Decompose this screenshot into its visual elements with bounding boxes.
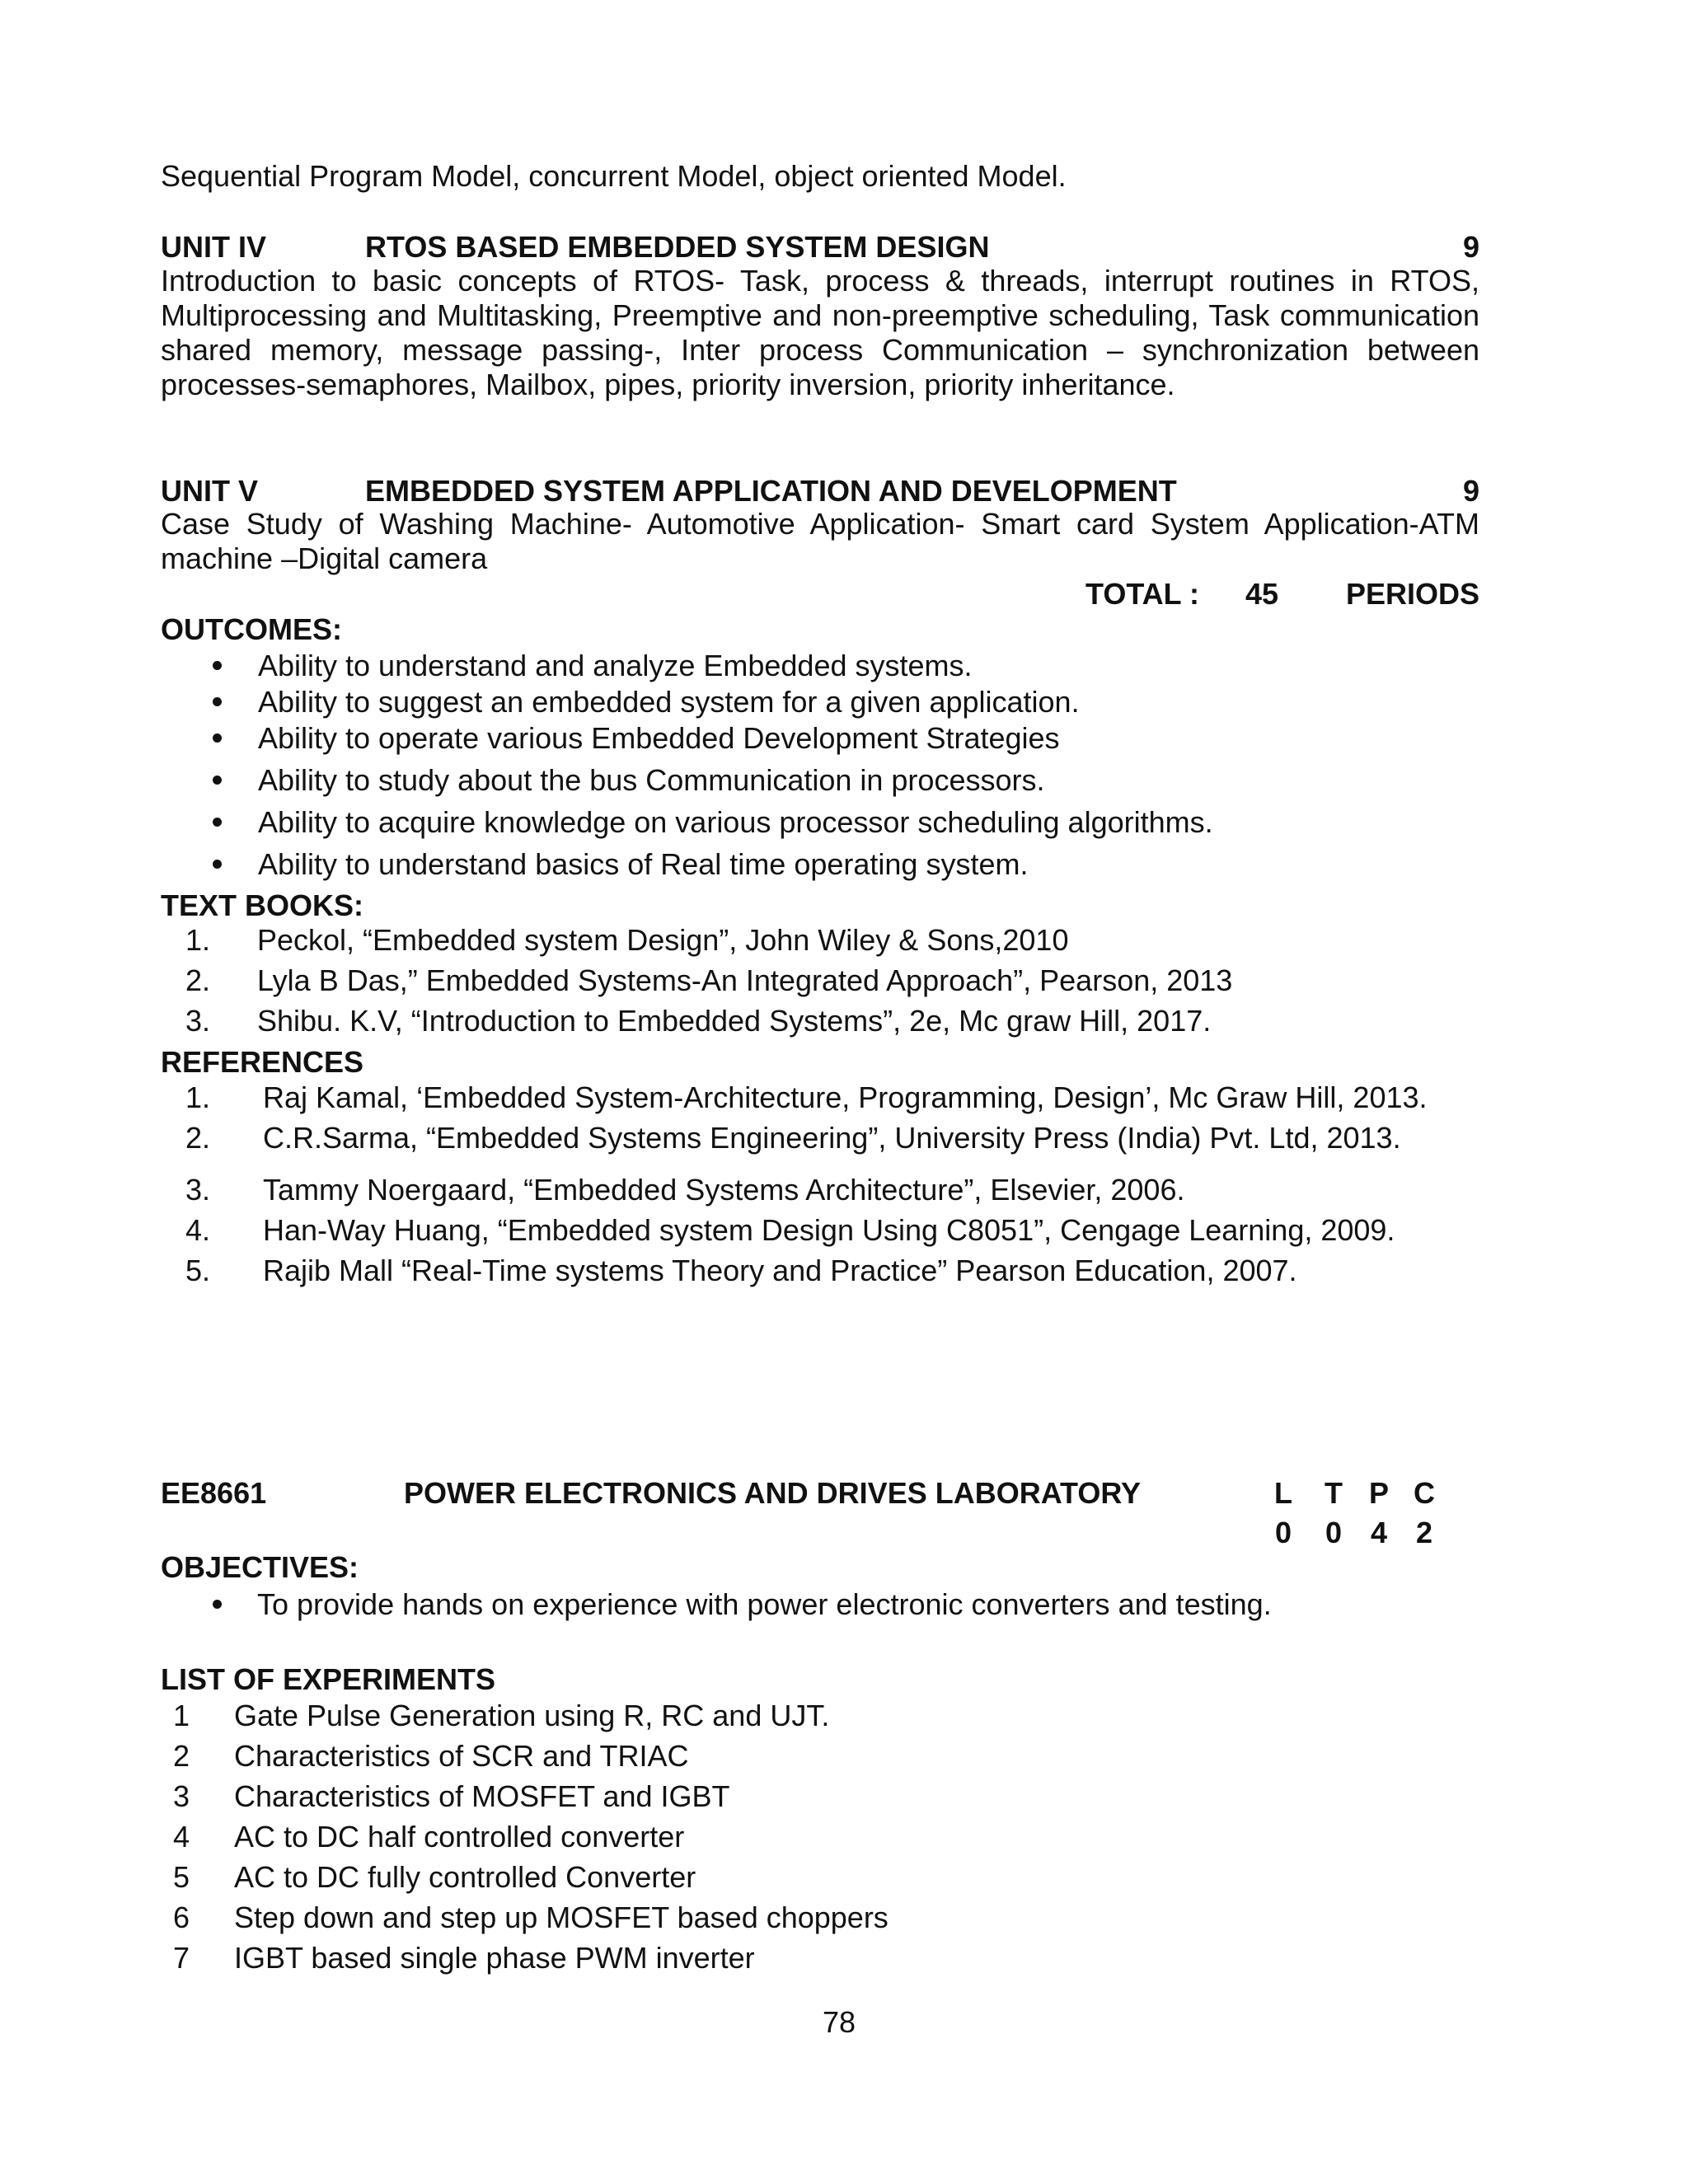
list-item: AC to DC half controlled converter — [234, 1820, 685, 1854]
item-number: 2. — [185, 963, 211, 997]
list-item: Peckol, “Embedded system Design”, John Wiley & Sons,2010 — [257, 923, 1069, 957]
list-item: Tammy Noergaard, “Embedded Systems Architecture”, Elsevier, 2006. — [263, 1173, 1185, 1207]
ltpc-value: 0 — [1325, 1516, 1343, 1549]
ltpc-header: P — [1368, 1476, 1389, 1510]
item-number: 2. — [185, 1121, 211, 1155]
page-number: 78 — [823, 2005, 856, 2039]
list-item: Step down and step up MOSFET based choppers — [234, 1900, 889, 1934]
item-number: 3. — [185, 1173, 211, 1207]
list-item: Ability to understand and analyze Embedded systems. — [258, 649, 973, 682]
item-number: 1 — [173, 1699, 190, 1732]
unit4-hours: 9 — [1462, 230, 1479, 264]
ltpc-value: 0 — [1274, 1516, 1292, 1549]
ltpc-header: T — [1325, 1476, 1343, 1510]
list-item: Raj Kamal, ‘Embedded System-Architecture, Programming, Design’, Mc Graw Hill, 2013. — [263, 1080, 1428, 1114]
experiments-heading: LIST OF EXPERIMENTS — [161, 1662, 496, 1696]
item-number: 5. — [185, 1254, 211, 1287]
item-number: 1. — [185, 1080, 211, 1114]
intro-line: Sequential Program Model, concurrent Model, object oriented Model. — [161, 159, 1067, 193]
unit5-label: UNIT V — [161, 474, 259, 508]
list-item: Ability to operate various Embedded Development Strategies — [258, 721, 1060, 755]
unit5-title: EMBEDDED SYSTEM APPLICATION AND DEVELOPMENT — [365, 474, 1177, 508]
item-number: 2 — [173, 1739, 190, 1773]
list-item: Lyla B Das,” Embedded Systems-An Integrated Approach”, Pearson, 2013 — [257, 963, 1233, 997]
ltpc-header: L — [1274, 1476, 1292, 1510]
ltpc-value: 2 — [1415, 1516, 1433, 1549]
list-item: IGBT based single phase PWM inverter — [234, 1941, 755, 1975]
list-item: Ability to study about the bus Communication in processors. — [258, 763, 1045, 797]
textbooks-heading: TEXT BOOKS: — [161, 888, 364, 922]
unit4-label: UNIT IV — [161, 230, 267, 264]
item-number: 3 — [173, 1779, 190, 1813]
item-number: 7 — [173, 1941, 190, 1975]
document-page — [161, 0, 1479, 2184]
list-item: Characteristics of MOSFET and IGBT — [234, 1779, 730, 1813]
item-number: 5 — [173, 1860, 190, 1894]
list-item: C.R.Sarma, “Embedded Systems Engineering”, University Press (India) Pvt. Ltd, 2013. — [263, 1121, 1401, 1155]
outcomes-heading: OUTCOMES: — [161, 612, 342, 646]
unit5-body: Case Study of Washing Machine- Automotive Application- Smart card System Application-ATM machine –Digital camera — [161, 507, 1479, 575]
item-number: 6 — [173, 1900, 190, 1934]
unit4-body: Introduction to basic concepts of RTOS- Task, process & threads, interrupt routines in RTOS, Multiprocessing and Multitasking, Preemptive and non-preemptive scheduling, Task communication shared memory, message passing-, Inter process Communication – synchronization between processes-semaphores, Mailbox, pipes, priority inversion, priority inheritance. — [161, 264, 1479, 401]
item-number: 3. — [185, 1004, 211, 1038]
total-value: 45 — [1245, 577, 1279, 611]
ltpc-value: 4 — [1370, 1516, 1388, 1549]
unit4-title: RTOS BASED EMBEDDED SYSTEM DESIGN — [365, 230, 990, 264]
list-item: Gate Pulse Generation using R, RC and UJT. — [234, 1699, 830, 1732]
ltpc-header: C — [1414, 1476, 1435, 1510]
list-item: AC to DC fully controlled Converter — [234, 1860, 696, 1894]
total-label: TOTAL : — [1085, 577, 1199, 611]
course-code: EE8661 — [161, 1476, 267, 1510]
list-item: Ability to understand basics of Real time operating system. — [258, 847, 1029, 881]
item-number: 4 — [173, 1820, 190, 1854]
references-heading: REFERENCES — [161, 1045, 364, 1079]
unit5-hours: 9 — [1462, 474, 1479, 508]
list-item: Ability to suggest an embedded system for a given application. — [258, 685, 1080, 719]
list-item: Ability to acquire knowledge on various processor scheduling algorithms. — [258, 805, 1213, 839]
list-item: To provide hands on experience with power electronic converters and testing. — [257, 1587, 1272, 1621]
list-item: Rajib Mall “Real-Time systems Theory and Practice” Pearson Education, 2007. — [263, 1254, 1297, 1287]
list-item: Shibu. K.V, “Introduction to Embedded Systems”, 2e, Mc graw Hill, 2017. — [257, 1004, 1212, 1038]
objectives-heading: OBJECTIVES: — [161, 1550, 359, 1584]
list-item: Han-Way Huang, “Embedded system Design Using C8051”, Cengage Learning, 2009. — [263, 1213, 1395, 1247]
item-number: 1. — [185, 923, 211, 957]
course-title: POWER ELECTRONICS AND DRIVES LABORATORY — [404, 1476, 1142, 1510]
total-unit: PERIODS — [1345, 577, 1479, 611]
list-item: Characteristics of SCR and TRIAC — [234, 1739, 689, 1773]
item-number: 4. — [185, 1213, 211, 1247]
